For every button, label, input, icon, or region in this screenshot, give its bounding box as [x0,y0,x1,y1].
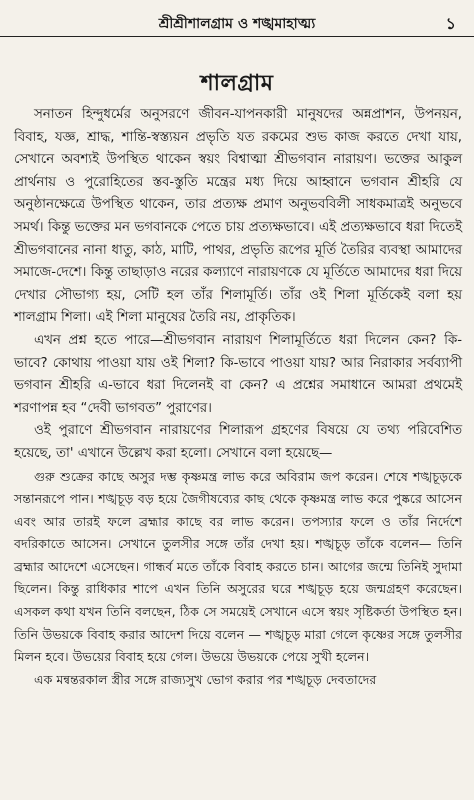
body-text [14,104,462,691]
paragraph-story: গুরু শুক্রের কাছে অসুর দম্ভ কৃষ্ণমন্ত্র লাভ করে অবিরাম জপ করেন। শেষে শঙ্খচূড়কে সন্তানরূপে পান। শঙ্খচূড় বড় হয়ে জৈগীষব্যের কাছ থেকে কৃষ্ণমন্ত্র লাভ করে পুষ্করে আসেন এবং আর তারই ফলে ব্রহ্মার কাছে বর লাভ করেন। তপস্যার ফলে ও তাঁর নির্দেশে বদরিকাতে আসেন। সেখানে তুলসীর সঙ্গে তাঁর দেখা হয়। শঙ্খচূড় তাঁকে বলেন— তিনি ব্রহ্মার আদেশে এসেছেন। গান্ধর্ব মতে তাঁকে বিবাহ করতে চান। আগের জন্মে তিনিই সুদামা ছিলেন। কিন্তু রাধিকার শাপে এখন তিনি অসুরের ঘরে শঙ্খচূড় হয়ে জন্মগ্রহণ করেছেন। এসকল কথা যখন তিনি বলছেন, ঠিক সে সময়েই সেখানে এসে স্বয়ং সৃষ্টিকর্তা উপস্থিত হন। তিনি উভয়কে বিবাহ করার আদেশ দিয়ে বলেন — শঙ্খচূড় মারা গেলে কৃষ্ণের সঙ্গে তুলসীর মিলন হবে। উভয়ের বিবাহ হয়ে গেল। উভয়ে উভয়কে পেয়ে সুখী হলেন। [14,468,462,665]
page-number: ১ [445,14,456,33]
running-header-title: শ্রীশ্রীশালগ্রাম ও শঙ্খমাহাত্ম্য [158,16,316,32]
paragraph-reference: ওই পুরাণে শ্রীভগবান নারায়ণের শিলারূপ গ্রহণের বিষয়ে যে তথ্য পরিবেশিত হয়েছে, তা' এখানে উল্লেখ করা হলো। সেখানে বলা হয়েছে— [14,423,462,461]
paragraph-question: এখন প্রশ্ন হতে পারে—শ্রীভগবান নারায়ণ শিলামূর্তিতে ধরা দিলেন কেন? কি-ভাবে? কোথায় পাওয়া যায় ওই শিলা? কি-ভাবে পাওয়া যায়? আর নিরাকার সর্বব্যাপী ভগবান শ্রীহরি এ-ভাবে ধরা দিলেনই বা কেন? এ প্রশ্নের সমাধানে আমরা প্রথমেই শরণাপন্ন হব “দেবী ভাগবত” পুরাণের। [14,332,462,416]
running-header [0,10,474,37]
paragraph-continued: এক মন্বন্তরকাল স্ত্রীর সঙ্গে রাজ্যসুখ ভোগ করার পর শঙ্খচূড় দেবতাদের [34,671,377,687]
chapter-title: শালগ্রাম [200,71,274,96]
paragraph-intro: সনাতন হিন্দুধর্মের অনুসরণে জীবন-যাপনকারী মানুষদের অন্নপ্রাশন, উপনয়ন, বিবাহ, যজ্ঞ, শ্রাদ্ধ, শান্তি-স্বস্ত্যয়ন প্রভৃতি যত রকমের শুভ কাজ করতে দেখা যায়, সেখানে অবশ্যই উপস্থিত থাকেন স্বয়ং বিশ্বাত্মা শ্রীভগবান নারায়ণ। ভক্তের আকুল প্রার্থনায় ও পুরোহিতের স্তব-স্তুতি মন্ত্রের মধ্য দিয়ে আহ্বানে ভগবান শ্রীহরি যে অনুষ্ঠানক্ষেত্রে উপস্থিত থাকেন, তার প্রত্যক্ষ প্রমাণ অনুভববিলী সাধকমাত্রই অনুভবে সমর্থ। কিন্তু ভক্তের মন ভগবানকে পেতে চায় প্রত্যক্ষভাবে। এই প্রত্যক্ষভাবে ধরা দিতেই শ্রীভগবানের নানা ধাতু, কাঠ, মাটি, পাথর, প্রভৃতি রূপের মূর্তি তৈরির ব্যবস্থা আমাদের সমাজে-দেশে। কিন্তু তাছাড়াও নরের কল্যাণে নারায়ণকে যে মূর্তিতে আমাদের ধরা দিয়ে দেখার সৌভাগ্য হয়, সেটি হল তাঁর শিলামূর্তি। তাঁর ওই শিলা মূর্তিকেই বলা হয় শালগ্রাম শিলা। এই শিলা মানুষের তৈরি নয়, প্রাকৃতিক। [14,107,462,326]
